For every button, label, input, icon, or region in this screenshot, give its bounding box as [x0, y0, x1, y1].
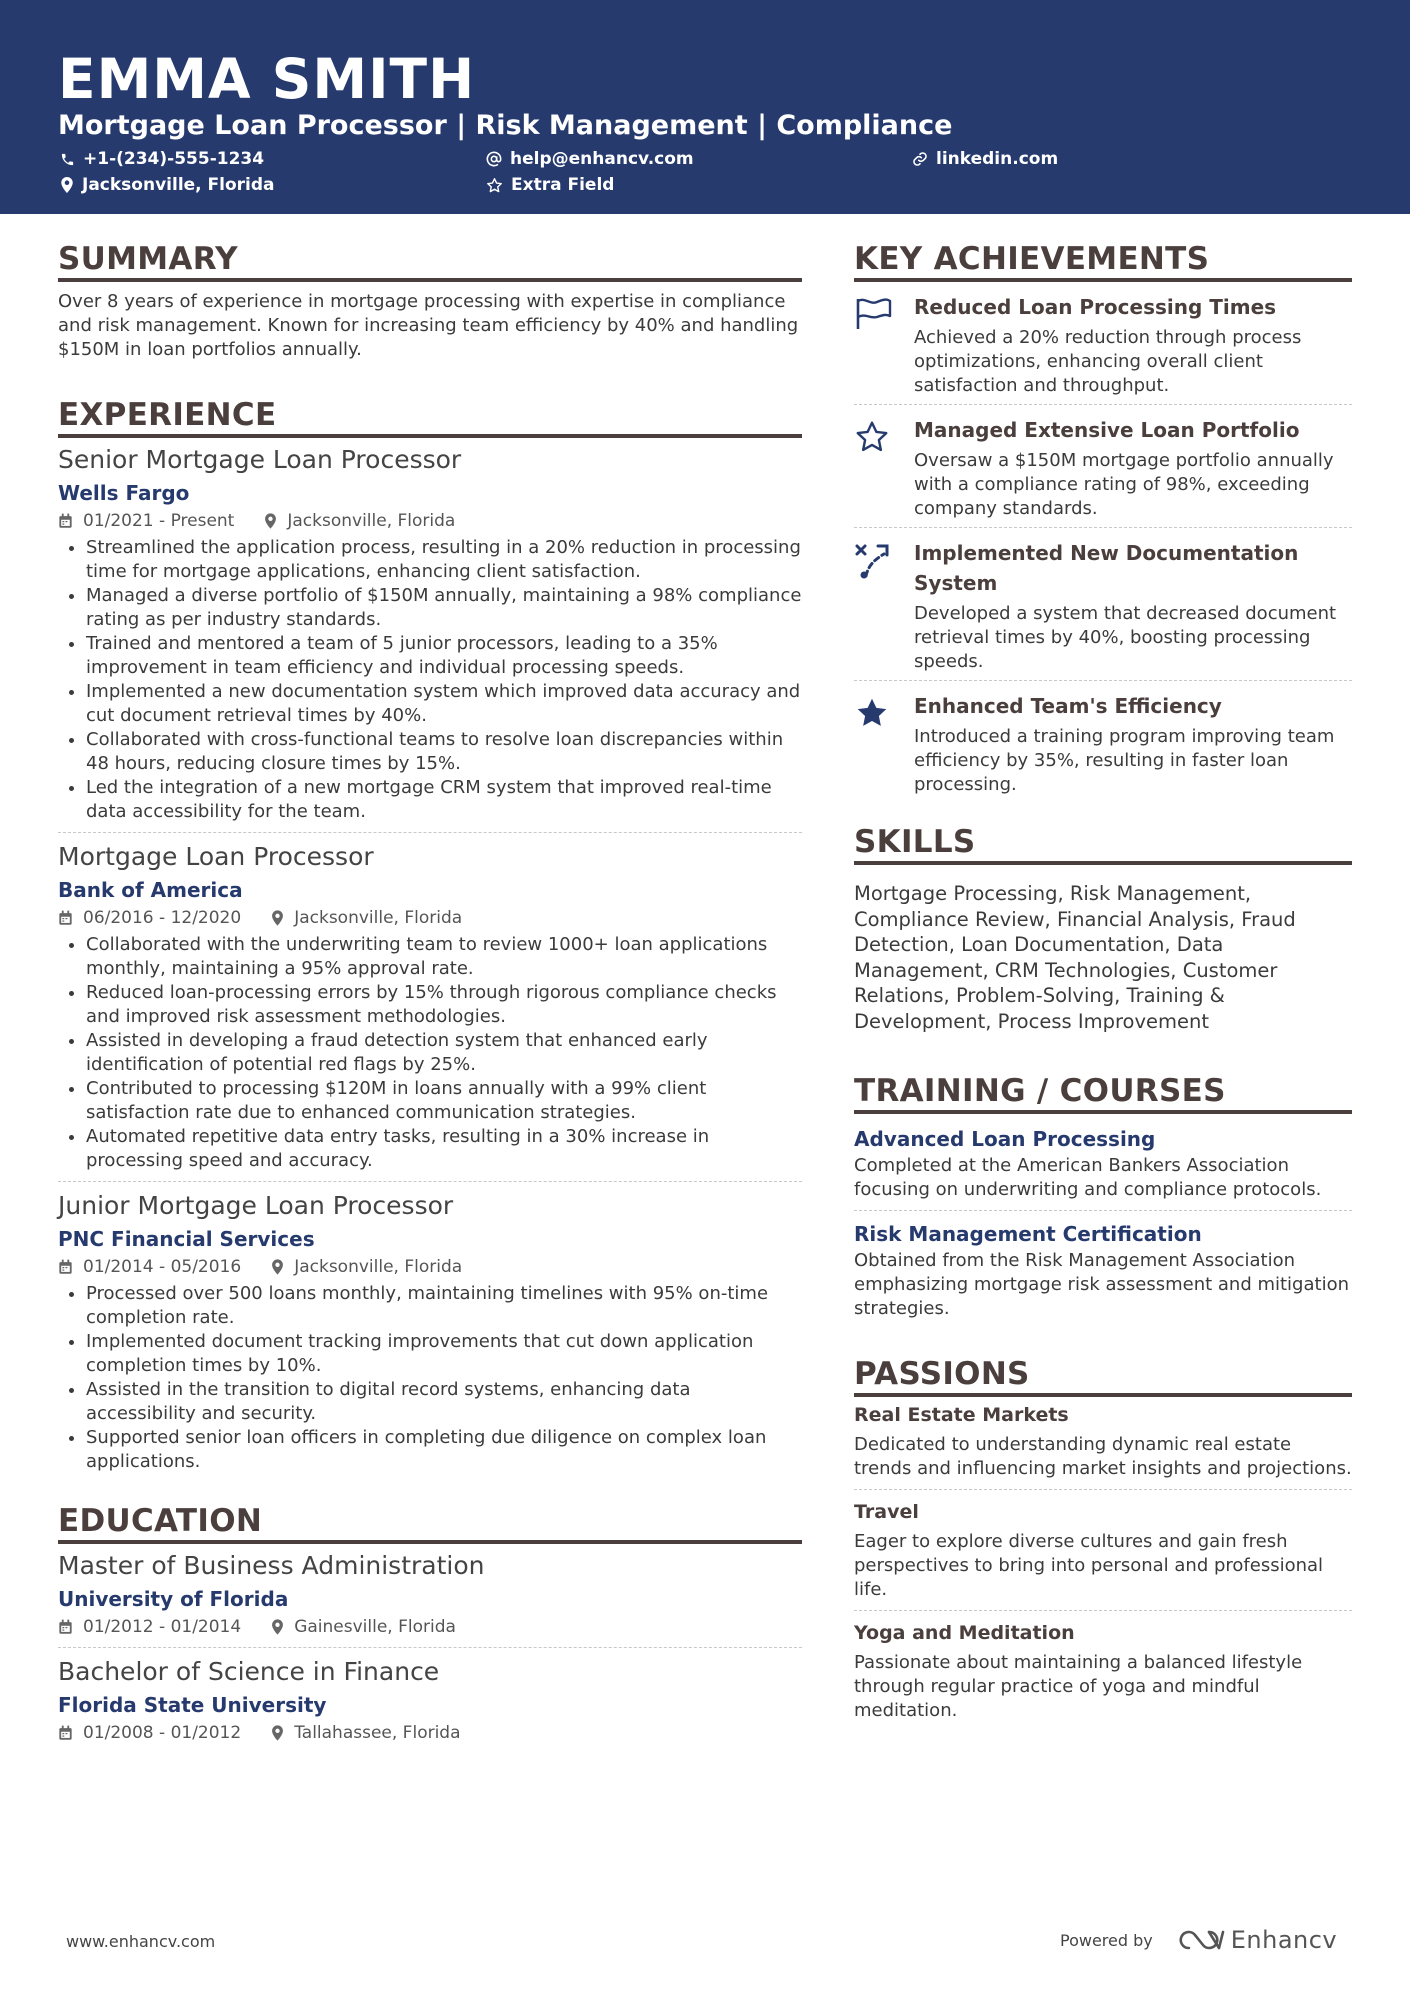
- course-description: Obtained from the Risk Management Association emphasizing mortgage risk assessment and mitigation strategies.: [854, 1250, 1349, 1319]
- flag-icon: [854, 296, 892, 330]
- passion-title: Travel: [854, 1501, 919, 1523]
- bullet-item: • Assisted in developing a fraud detection system that enhanced early identification of potential red flags by 25%.: [86, 1029, 802, 1077]
- bullet-item: • Processed over 500 loans monthly, maintaining timelines with 95% on-time completion rate.: [86, 1282, 802, 1330]
- job-meta: [58, 906, 802, 930]
- passion-description: Dedicated to understanding dynamic real estate trends and influencing market insights and projections.: [854, 1434, 1352, 1479]
- entry-divider: [854, 527, 1352, 528]
- achievement-item: [854, 538, 1352, 674]
- company-name: PNC Financial Services: [58, 1227, 315, 1251]
- contact-extra: [486, 173, 614, 197]
- skills-section: [854, 823, 1352, 1034]
- job-location: Jacksonville, Florida: [294, 908, 463, 928]
- job-bullets: [58, 536, 802, 824]
- enhancv-logo-icon: [1179, 1928, 1225, 1952]
- education-meta: [58, 1721, 802, 1745]
- experience-entry: [58, 841, 802, 1173]
- entry-divider: [854, 1610, 1352, 1611]
- achievements-heading: KEY ACHIEVEMENTS: [854, 240, 1352, 282]
- bullet-item: • Collaborated with the underwriting team to review 1000+ loan applications monthly, maintaining a 95% approval rate.: [86, 933, 802, 981]
- bullet-item: • Reduced loan-processing errors by 15% through rigorous compliance checks and improved risk assessment methodologies.: [86, 981, 802, 1029]
- education-location: Gainesville, Florida: [294, 1617, 456, 1637]
- education-entry: [58, 1656, 802, 1745]
- achievement-description: Developed a system that decreased document retrieval times by 40%, boosting processing speeds.: [914, 603, 1337, 672]
- passion-title: Yoga and Meditation: [854, 1622, 1075, 1644]
- education-meta: [58, 1615, 802, 1639]
- location-pin-icon: [271, 1725, 284, 1741]
- achievement-title: Implemented New Documentation System: [914, 541, 1299, 595]
- passion-item: [854, 1401, 1352, 1481]
- location-pin-icon: [271, 1259, 284, 1275]
- job-dates: 01/2021 - Present: [83, 511, 235, 531]
- entry-divider: [854, 1210, 1352, 1211]
- job-title: Mortgage Loan Processor: [58, 842, 374, 871]
- location-text: Jacksonville, Florida: [82, 175, 275, 195]
- calendar-icon: [58, 910, 73, 926]
- location-pin-icon: [271, 1619, 284, 1635]
- bullet-item: • Trained and mentored a team of 5 junior processors, leading to a 35% improvement in team efficiency and individual processing speeds.: [86, 632, 802, 680]
- link-icon: [912, 151, 928, 167]
- passion-description: Eager to explore diverse cultures and gain fresh perspectives to bring into personal and professional life.: [854, 1531, 1324, 1600]
- training-section: [854, 1072, 1352, 1321]
- achievement-description: Oversaw a $150M mortgage portfolio annually with a compliance rating of 98%, exceeding company standards.: [914, 450, 1334, 519]
- extra-field-text: Extra Field: [511, 175, 615, 195]
- job-dates: 01/2014 - 05/2016: [83, 1257, 242, 1277]
- achievement-description: Introduced a training program improving team efficiency by 35%, resulting in faster loan processing.: [914, 726, 1335, 795]
- bullet-item: • Assisted in the transition to digital record systems, enhancing data accessibility and security.: [86, 1378, 802, 1426]
- passion-title: Real Estate Markets: [854, 1404, 1069, 1426]
- bullet-item: • Led the integration of a new mortgage CRM system that improved real-time data accessibility for the team.: [86, 776, 802, 824]
- job-meta: [58, 509, 802, 533]
- education-dates: 01/2008 - 01/2012: [83, 1723, 242, 1743]
- location-pin-icon: [60, 177, 74, 193]
- education-dates: 01/2012 - 01/2014: [83, 1617, 242, 1637]
- entry-divider: [854, 680, 1352, 681]
- entry-divider: [58, 1647, 802, 1648]
- job-location: Jacksonville, Florida: [287, 511, 456, 531]
- skills-text: Mortgage Processing, Risk Management, Compliance Review, Financial Analysis, Fraud Detection, Loan Documentation, Data Management, CRM Technologies, Customer Relations, Problem-Solving, Training & Development, Process Improvement: [854, 882, 1296, 1033]
- bullet-item: • Automated repetitive data entry tasks, resulting in a 30% increase in processing speed and accuracy.: [86, 1125, 802, 1173]
- school-name: Florida State University: [58, 1693, 327, 1717]
- passion-item: [854, 1619, 1352, 1723]
- strategy-icon: [854, 542, 890, 580]
- at-icon: [486, 151, 502, 167]
- summary-heading: SUMMARY: [58, 240, 802, 282]
- contact-location: [60, 173, 275, 197]
- bullet-item: • Streamlined the application process, resulting in a 20% reduction in processing time for mortgage applications, enhancing client satisfaction.: [86, 536, 802, 584]
- job-meta: [58, 1255, 802, 1279]
- degree-title: Bachelor of Science in Finance: [58, 1657, 440, 1686]
- entry-divider: [58, 1181, 802, 1182]
- training-item: [854, 1219, 1352, 1321]
- course-title: Advanced Loan Processing: [854, 1127, 1156, 1151]
- achievements-section: [854, 240, 1352, 797]
- passions-section: [854, 1355, 1352, 1723]
- company-name: Bank of America: [58, 878, 243, 902]
- company-name: Wells Fargo: [58, 481, 190, 505]
- left-column: [58, 240, 802, 1745]
- achievement-item: [854, 691, 1352, 797]
- right-column: [854, 240, 1352, 1723]
- entry-divider: [58, 832, 802, 833]
- location-pin-icon: [264, 513, 277, 529]
- school-name: University of Florida: [58, 1587, 289, 1611]
- footer-website[interactable]: www.enhancv.com: [66, 1932, 216, 1951]
- star-outline-icon: [486, 177, 503, 194]
- email-text: help@enhancv.com: [510, 149, 694, 169]
- brand-name: Enhancv: [1230, 1926, 1338, 1954]
- star-outline-icon: [854, 419, 890, 455]
- calendar-icon: [58, 1725, 73, 1741]
- job-dates: 06/2016 - 12/2020: [83, 908, 242, 928]
- candidate-name: EMMA SMITH: [58, 47, 476, 111]
- education-section: [58, 1502, 802, 1745]
- bullet-item: • Implemented document tracking improvements that cut down application completion times by 10%.: [86, 1330, 802, 1378]
- achievement-title: Enhanced Team's Efficiency: [914, 694, 1222, 718]
- bullet-item: • Implemented a new documentation system which improved data accuracy and cut document retrieval times by 40%.: [86, 680, 802, 728]
- education-entry: [58, 1550, 802, 1639]
- skills-heading: SKILLS: [854, 823, 1352, 865]
- passion-item: [854, 1498, 1352, 1602]
- training-heading: TRAINING / COURSES: [854, 1072, 1352, 1114]
- training-item: [854, 1124, 1352, 1202]
- experience-section: [58, 396, 802, 1474]
- summary-text: Over 8 years of experience in mortgage processing with expertise in compliance and risk management. Known for increasing team efficiency by 40% and handling $150M in loan portfolios annually.: [58, 291, 799, 360]
- calendar-icon: [58, 1259, 73, 1275]
- course-title: Risk Management Certification: [854, 1222, 1202, 1246]
- passion-description: Passionate about maintaining a balanced lifestyle through regular practice of yoga and mindful meditation.: [854, 1652, 1303, 1721]
- experience-entry: [58, 444, 802, 824]
- achievement-item: [854, 292, 1352, 398]
- contact-phone[interactable]: [60, 147, 264, 171]
- job-title: Junior Mortgage Loan Processor: [58, 1191, 454, 1220]
- job-title: Senior Mortgage Loan Processor: [58, 445, 462, 474]
- achievement-item: [854, 415, 1352, 521]
- candidate-headline: Mortgage Loan Processor | Risk Management | Compliance: [58, 110, 953, 141]
- calendar-icon: [58, 513, 73, 529]
- star-filled-icon: [854, 695, 890, 731]
- calendar-icon: [58, 1619, 73, 1635]
- powered-by-text: Powered by: [1060, 1930, 1153, 1950]
- degree-title: Master of Business Administration: [58, 1551, 485, 1580]
- achievement-title: Managed Extensive Loan Portfolio: [914, 418, 1300, 442]
- contact-linkedin[interactable]: [912, 147, 1058, 171]
- bullet-item: • Collaborated with cross-functional teams to resolve loan discrepancies within 48 hours, reducing closure times by 15%.: [86, 728, 802, 776]
- education-heading: EDUCATION: [58, 1502, 802, 1544]
- experience-heading: EXPERIENCE: [58, 396, 802, 438]
- phone-text: +1-(234)-555-1234: [83, 149, 265, 169]
- bullet-item: • Contributed to processing $120M in loans annually with a 99% client satisfaction rate due to enhanced communication strategies.: [86, 1077, 802, 1125]
- location-pin-icon: [271, 910, 284, 926]
- entry-divider: [854, 1489, 1352, 1490]
- course-description: Completed at the American Bankers Association focusing on underwriting and compliance protocols.: [854, 1155, 1322, 1200]
- linkedin-text: linkedin.com: [936, 149, 1059, 169]
- entry-divider: [854, 404, 1352, 405]
- contact-email[interactable]: [486, 147, 694, 171]
- job-bullets: [58, 933, 802, 1173]
- resume-header: [0, 0, 1410, 214]
- footer-branding[interactable]: [1060, 1926, 1337, 1954]
- achievement-description: Achieved a 20% reduction through process optimizations, enhancing overall client satisfaction and throughput.: [914, 327, 1302, 396]
- experience-entry: [58, 1190, 802, 1474]
- education-location: Tallahassee, Florida: [294, 1723, 461, 1743]
- bullet-item: • Supported senior loan officers in completing due diligence on complex loan applications.: [86, 1426, 802, 1474]
- job-bullets: [58, 1282, 802, 1474]
- bullet-item: • Managed a diverse portfolio of $150M annually, maintaining a 98% compliance rating as per industry standards.: [86, 584, 802, 632]
- job-location: Jacksonville, Florida: [294, 1257, 463, 1277]
- achievement-title: Reduced Loan Processing Times: [914, 295, 1277, 319]
- summary-section: [58, 240, 802, 362]
- phone-icon: [60, 152, 75, 167]
- passions-heading: PASSIONS: [854, 1355, 1352, 1397]
